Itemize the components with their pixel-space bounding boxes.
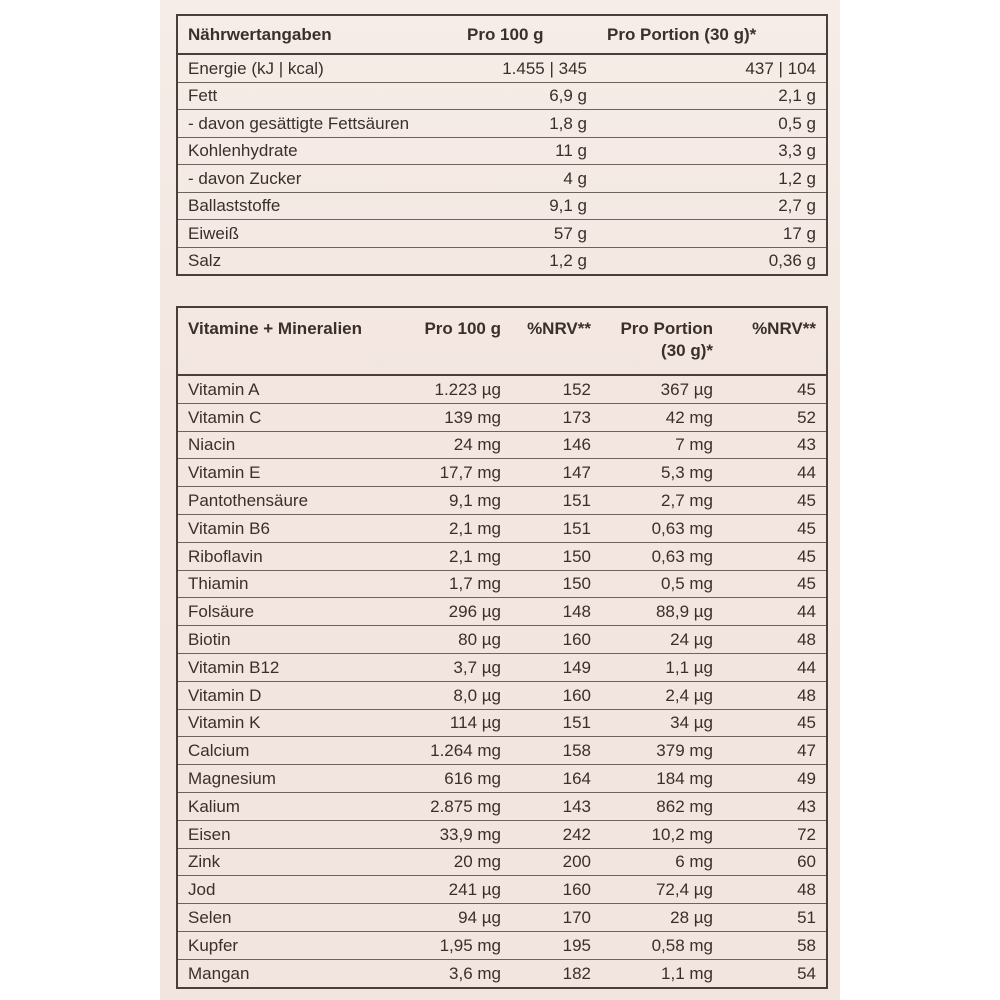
value-per-portion: 42 mg <box>601 403 723 431</box>
nutrient-name: - davon Zucker <box>177 165 457 193</box>
nutrition-header-per100: Pro 100 g <box>457 15 597 54</box>
value-per-portion: 2,7 g <box>597 192 827 220</box>
vitamin-row <box>177 904 827 932</box>
nutrient-name: Salz <box>188 251 222 271</box>
value-per-portion: 2,7 mg <box>601 487 723 515</box>
nrv-per-portion: 72 <box>723 820 827 848</box>
nrv-per-100g: 151 <box>511 487 601 515</box>
vitamin-name: Eisen <box>177 820 403 848</box>
nrv-per-portion: 48 <box>723 626 827 654</box>
value-per-100g: 9,1 mg <box>403 487 511 515</box>
vitamin-row <box>177 709 827 737</box>
nrv-per-portion: 58 <box>723 931 827 959</box>
vitamin-name: Mangan <box>188 963 250 983</box>
value-per-100g: 1,7 mg <box>403 570 511 598</box>
value-per-100g: 114 µg <box>403 709 511 737</box>
nutrition-header-row <box>177 15 827 54</box>
vitamin-name: Thiamin <box>177 570 403 598</box>
nrv-per-portion: 60 <box>723 848 827 876</box>
value-per-100g: 11 g <box>457 137 597 165</box>
nrv-per-portion: 44 <box>723 459 827 487</box>
value-per-100g: 80 µg <box>403 626 511 654</box>
value-per-portion: 24 µg <box>601 626 723 654</box>
value-per-portion: 3,3 g <box>597 137 827 165</box>
nutrition-header-portion: Pro Portion (30 g)* <box>597 15 827 54</box>
value-per-100g: 1.264 mg <box>403 737 511 765</box>
nrv-per-portion: 51 <box>723 904 827 932</box>
value-per-100g: 6,9 g <box>457 82 597 110</box>
vitamin-row <box>177 931 827 959</box>
value-per-portion: 88,9 µg <box>601 598 723 626</box>
vitamin-row <box>177 598 827 626</box>
nutrition-row <box>177 137 827 165</box>
value-per-portion: 1,1 mg <box>661 963 713 983</box>
vitamins-header-nrvportion: %NRV** <box>723 307 827 375</box>
nrv-per-portion: 44 <box>723 598 827 626</box>
value-per-100g: 1.223 µg <box>403 375 511 403</box>
nutrient-name: - davon gesättigte Fettsäuren <box>177 110 457 138</box>
value-per-portion: 0,36 g <box>768 251 816 271</box>
value-per-portion: 437 | 104 <box>597 54 827 82</box>
value-per-portion: 2,4 µg <box>601 681 723 709</box>
value-per-100g: 1,8 g <box>457 110 597 138</box>
value-per-portion: 10,2 mg <box>601 820 723 848</box>
nrv-per-portion: 47 <box>723 737 827 765</box>
nrv-per-portion: 44 <box>723 653 827 681</box>
nrv-per-100g: 149 <box>511 653 601 681</box>
value-per-100g: 139 mg <box>403 403 511 431</box>
value-per-100g: 9,1 g <box>457 192 597 220</box>
vitamins-header-per100: Pro 100 g <box>403 307 511 375</box>
vitamin-name: Folsäure <box>177 598 403 626</box>
value-per-100g: 3,7 µg <box>403 653 511 681</box>
nrv-per-portion: 52 <box>723 403 827 431</box>
value-per-100g: 94 µg <box>403 904 511 932</box>
vitamin-row <box>177 959 827 987</box>
nrv-per-portion: 45 <box>723 542 827 570</box>
nrv-per-100g: 152 <box>511 375 601 403</box>
vitamin-row <box>177 765 827 793</box>
nrv-per-100g: 160 <box>511 626 601 654</box>
value-per-100g: 3,6 mg <box>449 963 501 983</box>
vitamin-row <box>177 431 827 459</box>
vitamin-row <box>177 876 827 904</box>
value-per-100g: 2.875 mg <box>403 792 511 820</box>
nrv-per-100g: 200 <box>511 848 601 876</box>
value-per-100g: 24 mg <box>403 431 511 459</box>
vitamin-name: Calcium <box>177 737 403 765</box>
value-per-100g: 616 mg <box>403 765 511 793</box>
nutrition-row <box>177 54 827 82</box>
vitamin-row <box>177 375 827 403</box>
value-per-100g: 1.455 | 345 <box>457 54 597 82</box>
nrv-per-100g: 160 <box>511 681 601 709</box>
value-per-100g: 57 g <box>457 220 597 248</box>
nrv-per-100g: 182 <box>562 963 591 983</box>
value-per-portion: 1,1 µg <box>601 653 723 681</box>
vitamin-name: Vitamin D <box>177 681 403 709</box>
nrv-per-portion: 45 <box>723 514 827 542</box>
nutrient-name: Energie (kJ | kcal) <box>177 54 457 82</box>
nrv-per-portion: 45 <box>723 375 827 403</box>
nrv-per-100g: 151 <box>511 514 601 542</box>
value-per-100g: 4 g <box>457 165 597 193</box>
nrv-per-100g: 158 <box>511 737 601 765</box>
vitamin-name: Biotin <box>177 626 403 654</box>
vitamin-name: Niacin <box>177 431 403 459</box>
nrv-per-100g: 150 <box>511 542 601 570</box>
nrv-per-100g: 143 <box>511 792 601 820</box>
nutrition-row <box>177 82 827 110</box>
vitamin-name: Zink <box>177 848 403 876</box>
value-per-portion: 17 g <box>597 220 827 248</box>
value-per-portion: 1,2 g <box>597 165 827 193</box>
nutrition-row <box>177 220 827 248</box>
vitamin-name: Jod <box>177 876 403 904</box>
nrv-per-100g: 242 <box>511 820 601 848</box>
value-per-100g: 1,2 g <box>549 251 587 271</box>
vitamin-row <box>177 542 827 570</box>
value-per-100g: 17,7 mg <box>403 459 511 487</box>
vitamin-name: Vitamin E <box>177 459 403 487</box>
nrv-per-100g: 146 <box>511 431 601 459</box>
vitamin-name: Vitamin C <box>177 403 403 431</box>
nrv-per-portion: 45 <box>723 709 827 737</box>
vitamin-row <box>177 681 827 709</box>
nrv-per-100g: 173 <box>511 403 601 431</box>
nrv-per-100g: 150 <box>511 570 601 598</box>
value-per-portion: 379 mg <box>601 737 723 765</box>
value-per-100g: 33,9 mg <box>403 820 511 848</box>
value-per-portion: 6 mg <box>601 848 723 876</box>
vitamin-name: Riboflavin <box>177 542 403 570</box>
vitamin-name: Vitamin B12 <box>177 653 403 681</box>
value-per-100g: 2,1 mg <box>403 514 511 542</box>
nrv-per-portion: 43 <box>723 792 827 820</box>
value-per-portion: 0,5 g <box>597 110 827 138</box>
vitamin-name: Kupfer <box>177 931 403 959</box>
value-per-portion: 862 mg <box>601 792 723 820</box>
nrv-per-100g: 160 <box>511 876 601 904</box>
vitamin-row <box>177 737 827 765</box>
nrv-per-portion: 45 <box>723 487 827 515</box>
vitamins-header-nrv100: %NRV** <box>511 307 601 375</box>
vitamin-row <box>177 626 827 654</box>
value-per-portion: 367 µg <box>601 375 723 403</box>
vitamin-name: Vitamin B6 <box>177 514 403 542</box>
value-per-100g: 2,1 mg <box>403 542 511 570</box>
nrv-per-portion: 49 <box>723 765 827 793</box>
value-per-portion: 34 µg <box>601 709 723 737</box>
nutrient-name: Ballaststoffe <box>177 192 457 220</box>
vitamin-name: Selen <box>177 904 403 932</box>
nrv-per-100g: 147 <box>511 459 601 487</box>
nrv-per-100g: 195 <box>511 931 601 959</box>
value-per-portion: 0,5 mg <box>601 570 723 598</box>
vitamin-name: Vitamin A <box>177 375 403 403</box>
nutrition-row <box>177 247 827 275</box>
nrv-per-100g: 151 <box>511 709 601 737</box>
value-per-100g: 241 µg <box>403 876 511 904</box>
vitamin-row <box>177 848 827 876</box>
nutrition-header-label: Nährwertangaben <box>177 15 457 54</box>
nutrition-row <box>177 110 827 138</box>
nutrient-name: Fett <box>177 82 457 110</box>
nrv-per-portion: 48 <box>723 876 827 904</box>
value-per-portion: 0,63 mg <box>601 542 723 570</box>
value-per-portion: 184 mg <box>601 765 723 793</box>
vitamins-table <box>176 306 828 989</box>
vitamins-header-portion: Pro Portion (30 g)* <box>601 307 723 375</box>
nutrient-name: Eiweiß <box>177 220 457 248</box>
nutrition-row <box>177 165 827 193</box>
value-per-portion: 28 µg <box>601 904 723 932</box>
vitamin-name: Kalium <box>177 792 403 820</box>
vitamin-row <box>177 570 827 598</box>
vitamin-name: Pantothensäure <box>177 487 403 515</box>
value-per-100g: 1,95 mg <box>403 931 511 959</box>
nrv-per-portion: 43 <box>723 431 827 459</box>
nutrient-name: Kohlenhydrate <box>177 137 457 165</box>
nrv-per-portion: 45 <box>723 570 827 598</box>
vitamin-row <box>177 653 827 681</box>
vitamin-row <box>177 459 827 487</box>
vitamin-row <box>177 514 827 542</box>
vitamin-row <box>177 487 827 515</box>
nutrition-table <box>176 14 828 276</box>
vitamins-header-label: Vitamine + Mineralien <box>177 307 403 375</box>
nrv-per-portion: 48 <box>723 681 827 709</box>
value-per-portion: 2,1 g <box>597 82 827 110</box>
value-per-portion: 0,63 mg <box>601 514 723 542</box>
value-per-portion: 5,3 mg <box>601 459 723 487</box>
nrv-per-100g: 148 <box>511 598 601 626</box>
nrv-per-portion: 54 <box>797 963 816 983</box>
vitamin-name: Magnesium <box>177 765 403 793</box>
value-per-100g: 296 µg <box>403 598 511 626</box>
value-per-100g: 20 mg <box>403 848 511 876</box>
value-per-portion: 72,4 µg <box>601 876 723 904</box>
nrv-per-100g: 170 <box>511 904 601 932</box>
vitamin-name: Vitamin K <box>177 709 403 737</box>
vitamin-row <box>177 403 827 431</box>
nutrition-row <box>177 192 827 220</box>
vitamin-row <box>177 820 827 848</box>
vitamin-row <box>177 792 827 820</box>
value-per-portion: 7 mg <box>601 431 723 459</box>
nrv-per-100g: 164 <box>511 765 601 793</box>
vitamins-header-row <box>177 307 827 375</box>
value-per-100g: 8,0 µg <box>403 681 511 709</box>
value-per-portion: 0,58 mg <box>601 931 723 959</box>
